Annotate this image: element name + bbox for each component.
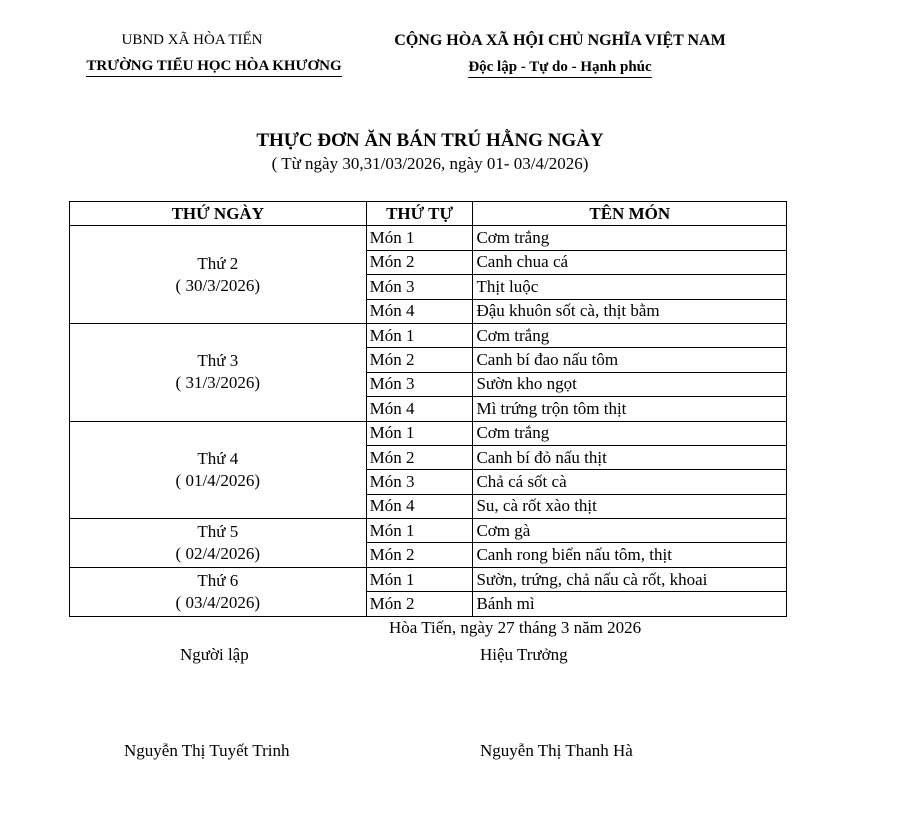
day-date: ( 03/4/2026): [175, 592, 261, 612]
order-cell: Món 2: [366, 592, 473, 616]
authority-name: UBND XÃ HÒA TIẾN: [121, 32, 263, 48]
order-cell: Món 2: [366, 348, 473, 372]
dish-cell: Thịt luộc: [473, 275, 787, 299]
order-cell: Món 4: [366, 397, 473, 421]
school-name: [70, 58, 358, 75]
table-row: [70, 567, 787, 591]
day-cell: [70, 226, 367, 324]
order-cell: Món 4: [366, 299, 473, 323]
dish-cell: Canh rong biển nấu tôm, thịt: [473, 543, 787, 567]
place-date: Hòa Tiến, ngày 27 tháng 3 năm 2026: [389, 618, 642, 637]
order-cell: Món 3: [366, 470, 473, 494]
order-cell: Món 3: [366, 275, 473, 299]
page-subtitle: ( Từ ngày 30,31/03/2026, ngày 01- 03/4/2026): [271, 154, 589, 173]
dish-cell: Cơm trắng: [473, 226, 787, 250]
day-label: Thứ 3: [197, 351, 239, 371]
page-title: THỰC ĐƠN ĂN BÁN TRÚ HẰNG NGÀY: [256, 130, 604, 151]
preparer-name: Nguyễn Thị Tuyết Trinh: [124, 741, 290, 760]
table-row: [70, 519, 787, 543]
menu-table: [69, 201, 787, 617]
order-cell: Món 1: [366, 323, 473, 347]
order-cell: Món 4: [366, 494, 473, 518]
header-order: THỨ TỰ: [366, 202, 473, 226]
order-cell: Món 1: [366, 226, 473, 250]
menu-table-body: [70, 226, 787, 616]
preparer-role: Người lập: [180, 645, 249, 664]
dish-cell: Canh chua cá: [473, 250, 787, 274]
order-cell: Món 2: [366, 543, 473, 567]
day-cell: [70, 323, 367, 421]
day-date: ( 30/3/2026): [175, 275, 261, 295]
order-cell: Món 2: [366, 445, 473, 469]
school-name-text: TRƯỜNG TIỂU HỌC HÒA KHƯƠNG: [86, 58, 341, 77]
order-cell: Món 1: [366, 567, 473, 591]
table-header-row: [70, 202, 787, 226]
order-cell: Món 3: [366, 372, 473, 396]
dish-cell: Bánh mì: [473, 592, 787, 616]
dish-cell: Đậu khuôn sốt cà, thịt bằm: [473, 299, 787, 323]
day-cell: [70, 519, 367, 568]
day-label: Thứ 2: [197, 253, 239, 273]
day-cell: [70, 421, 367, 519]
day-cell: [70, 567, 367, 616]
national-motto-text: Độc lập - Tự do - Hạnh phúc: [468, 59, 651, 78]
dish-cell: Mì trứng trộn tôm thịt: [473, 397, 787, 421]
national-motto: [385, 59, 735, 76]
dish-cell: Sườn, trứng, chả nấu cà rốt, khoai: [473, 567, 787, 591]
header-day: THỨ NGÀY: [70, 202, 367, 226]
dish-cell: Sườn kho ngọt: [473, 372, 787, 396]
dish-cell: Su, cà rốt xào thịt: [473, 494, 787, 518]
day-label: Thứ 5: [197, 521, 239, 541]
republic-name: CỘNG HÒA XÃ HỘI CHỦ NGHĨA VIỆT NAM: [394, 32, 726, 49]
principal-name: Nguyễn Thị Thanh Hà: [480, 741, 633, 760]
header-dish: TÊN MÓN: [473, 202, 787, 226]
dish-cell: Canh bí đao nấu tôm: [473, 348, 787, 372]
dish-cell: Chả cá sốt cà: [473, 470, 787, 494]
dish-cell: Cơm trắng: [473, 323, 787, 347]
order-cell: Món 2: [366, 250, 473, 274]
table-row: [70, 323, 787, 347]
day-label: Thứ 4: [197, 448, 239, 468]
order-cell: Món 1: [366, 421, 473, 445]
order-cell: Món 1: [366, 519, 473, 543]
dish-cell: Cơm gà: [473, 519, 787, 543]
dish-cell: Canh bí đỏ nấu thịt: [473, 445, 787, 469]
day-label: Thứ 6: [197, 570, 239, 590]
day-date: ( 31/3/2026): [175, 373, 261, 393]
principal-role: Hiệu Trưởng: [480, 645, 568, 664]
day-date: ( 01/4/2026): [175, 470, 261, 490]
day-date: ( 02/4/2026): [175, 543, 261, 563]
table-row: [70, 421, 787, 445]
table-row: [70, 226, 787, 250]
dish-cell: Cơm trắng: [473, 421, 787, 445]
